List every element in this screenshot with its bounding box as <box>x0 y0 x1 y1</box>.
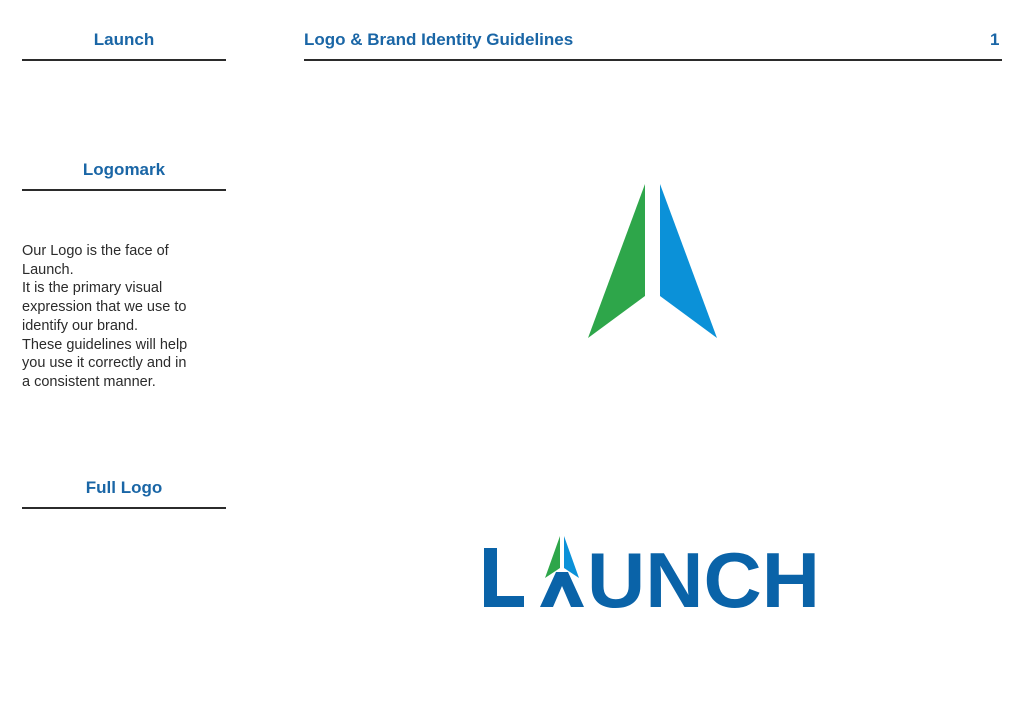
page-number: 1 <box>990 30 1000 49</box>
wordmark-a-green-wing <box>545 536 560 578</box>
description-line: Launch. <box>22 261 74 278</box>
description-line: expression that we use to <box>22 299 187 316</box>
logomark-heading-rule <box>22 189 226 191</box>
logomark-heading: Logomark <box>82 160 166 179</box>
description-line: identify our brand. <box>22 317 139 334</box>
description-line: Our Logo is the face of <box>22 243 169 259</box>
description-line: It is the primary visual <box>22 280 163 297</box>
full-logo-wordmark <box>480 532 826 614</box>
logomark-green-wing <box>588 184 645 338</box>
logomark-rocket-icon <box>580 178 726 344</box>
document-title: Logo & Brand Identity Guidelines <box>304 30 574 49</box>
title-header-rule <box>304 59 1002 61</box>
logomark-blue-wing <box>660 184 717 338</box>
wordmark-letters-unch: UNCH <box>587 536 820 614</box>
full-logo-heading-rule <box>22 507 226 509</box>
wordmark-a-blue-wing <box>564 536 579 578</box>
logomark-description <box>22 242 222 392</box>
wordmark-letter-l <box>484 548 524 607</box>
description-line: These guidelines will help <box>22 336 188 353</box>
description-line: a consistent manner. <box>22 373 156 390</box>
full-logo-heading: Full Logo <box>85 478 163 497</box>
brand-header-rule <box>22 59 226 61</box>
wordmark-a-body <box>540 572 584 607</box>
description-line: you use it correctly and in <box>22 355 187 372</box>
brand-name-header: Launch <box>93 30 155 49</box>
